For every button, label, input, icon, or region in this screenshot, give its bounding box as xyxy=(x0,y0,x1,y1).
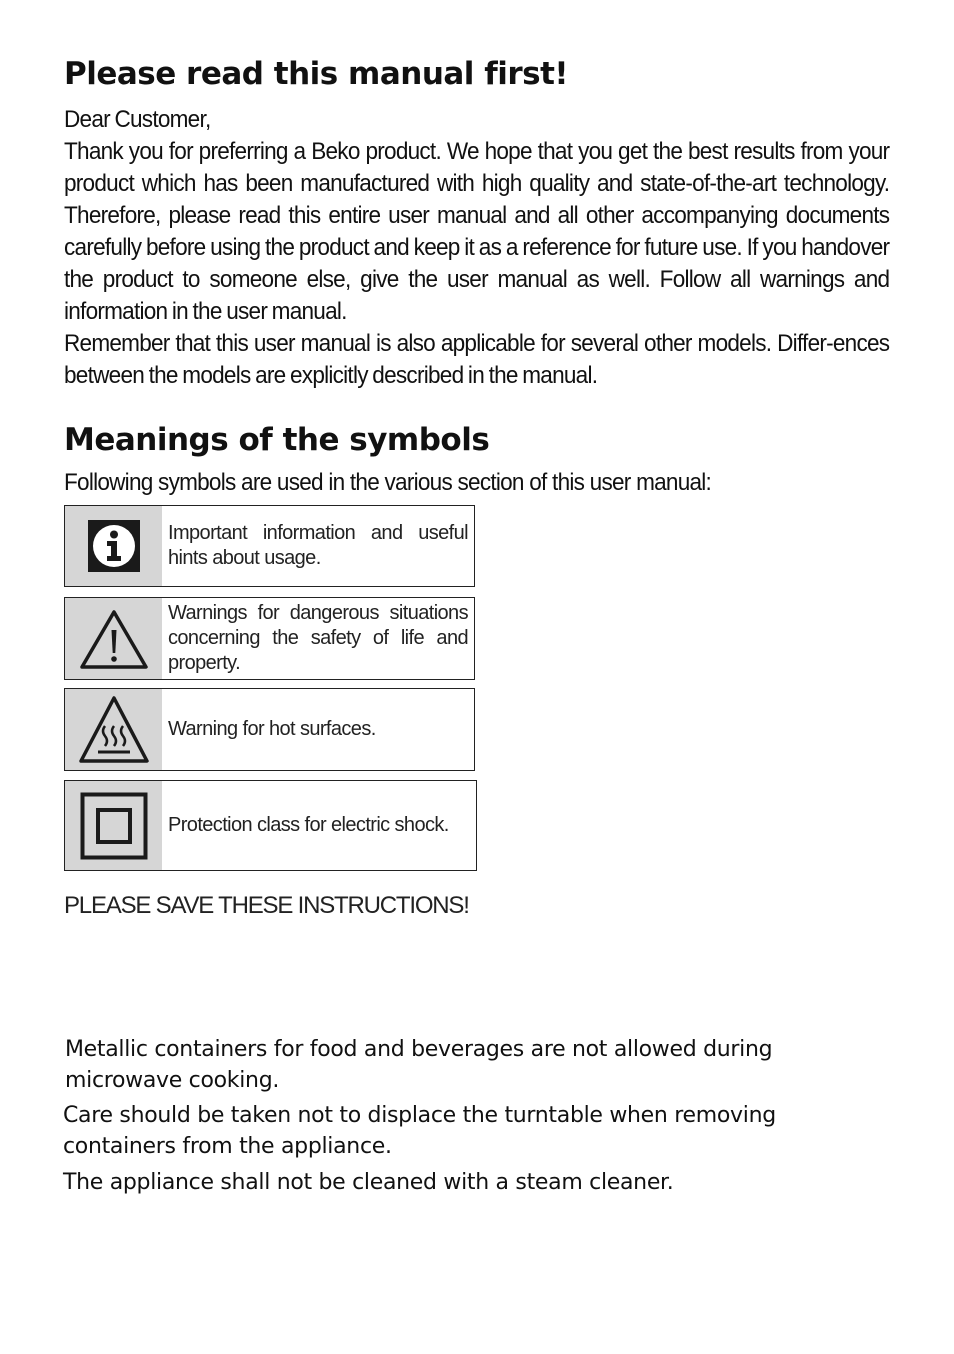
info-icon xyxy=(65,506,162,586)
symbol-row-warning xyxy=(64,597,475,680)
symbol-text: Warning for hot surfaces. xyxy=(168,718,376,740)
note-steam-cleaner: The appliance shall not be cleaned with a steam cleaner. xyxy=(63,1170,674,1195)
note-metallic-containers: Metallic containers for food and beverages are not allowed during microwave cooking. xyxy=(65,1037,773,1093)
warning-triangle-icon xyxy=(65,598,162,679)
save-instructions-note: PLEASE SAVE THESE INSTRUCTIONS! xyxy=(64,892,469,919)
symbols-heading: Meanings of the symbols xyxy=(64,422,490,458)
intro-paragraph-2: Remember that this user manual is also applicable for several other models. Differ-ences between the models are explicitly described in the manual. xyxy=(64,330,890,389)
page-title: Please read this manual first! xyxy=(64,56,569,92)
intro-paragraph-1: Thank you for preferring a Beko product. We hope that you get the best results from your product which has been manufactured with high quality and state-of-the-art technology. Therefore, please read this entire user manual and all other accompanying documents carefully before using the product and keep it as a reference for future use. If you handover the product to someone else, give the user manual as well. Follow all warnings and information in the user manual. xyxy=(64,138,890,325)
symbols-intro: Following symbols are used in the various section of this user manual: xyxy=(64,469,712,496)
symbol-text: Protection class for electric shock. xyxy=(168,814,449,836)
symbol-row-info xyxy=(64,505,475,587)
symbol-row-hot-surface xyxy=(64,688,475,771)
greeting: Dear Customer, xyxy=(64,106,211,133)
intro-section xyxy=(64,104,889,392)
protection-class-icon xyxy=(65,781,162,870)
hot-surface-icon xyxy=(65,689,162,770)
symbol-row-protection-class xyxy=(64,780,477,871)
symbol-text: Important information and useful hints about usage. xyxy=(168,522,468,569)
symbol-text: Warnings for dangerous situations concerning the safety of life and property. xyxy=(168,602,468,674)
note-turntable: Care should be taken not to displace the turntable when removing containers from the appliance. xyxy=(63,1103,776,1159)
